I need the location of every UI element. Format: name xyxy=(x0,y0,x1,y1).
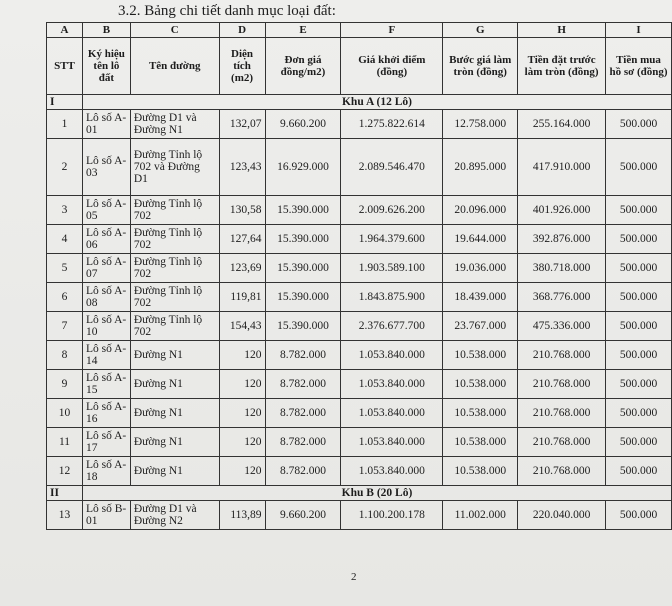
row-road: Đường N1 xyxy=(130,399,219,428)
row-fee: 500.000 xyxy=(606,225,672,254)
row-unit-price: 15.390.000 xyxy=(265,312,341,341)
table-row xyxy=(47,457,672,486)
row-road: Đường Tỉnh lộ 702 xyxy=(130,283,219,312)
row-start-price: 2.009.626.200 xyxy=(341,196,443,225)
row-start-price: 1.053.840.000 xyxy=(341,399,443,428)
row-fee: 500.000 xyxy=(606,399,672,428)
group-row xyxy=(47,95,672,110)
row-area: 123,69 xyxy=(219,254,265,283)
row-unit-price: 15.390.000 xyxy=(265,283,341,312)
row-road: Đường Tỉnh lộ 702 xyxy=(130,196,219,225)
row-unit-price: 8.782.000 xyxy=(265,370,341,399)
header-deposit: Tiền đặt trước làm tròn (đồng) xyxy=(518,38,606,95)
row-fee: 500.000 xyxy=(606,501,672,530)
row-unit-price: 8.782.000 xyxy=(265,399,341,428)
row-deposit: 210.768.000 xyxy=(518,428,606,457)
col-letter: A xyxy=(47,23,83,38)
col-letter: C xyxy=(130,23,219,38)
row-step: 10.538.000 xyxy=(443,428,518,457)
header-stt: STT xyxy=(47,38,83,95)
col-letter: H xyxy=(518,23,606,38)
row-lot: Lô số B-01 xyxy=(82,501,130,530)
group-row xyxy=(47,486,672,501)
row-start-price: 1.275.822.614 xyxy=(341,110,443,139)
row-stt: 12 xyxy=(47,457,83,486)
row-unit-price: 15.390.000 xyxy=(265,254,341,283)
group-name: Khu A (12 Lô) xyxy=(82,95,671,110)
table-row xyxy=(47,225,672,254)
row-lot: Lô số A-15 xyxy=(82,370,130,399)
row-unit-price: 15.390.000 xyxy=(265,225,341,254)
row-deposit: 401.926.000 xyxy=(518,196,606,225)
row-road: Đường Tỉnh lộ 702 xyxy=(130,312,219,341)
row-road: Đường N1 xyxy=(130,370,219,399)
row-start-price: 1.903.589.100 xyxy=(341,254,443,283)
row-fee: 500.000 xyxy=(606,312,672,341)
row-stt: 7 xyxy=(47,312,83,341)
row-step: 23.767.000 xyxy=(443,312,518,341)
page-number: 2 xyxy=(351,571,357,583)
row-step: 18.439.000 xyxy=(443,283,518,312)
row-start-price: 1.053.840.000 xyxy=(341,457,443,486)
table-row xyxy=(47,110,672,139)
row-area: 123,43 xyxy=(219,139,265,196)
row-lot: Lô số A-08 xyxy=(82,283,130,312)
row-lot: Lô số A-17 xyxy=(82,428,130,457)
row-stt: 13 xyxy=(47,501,83,530)
row-stt: 5 xyxy=(47,254,83,283)
row-road: Đường D1 và Đường N1 xyxy=(130,110,219,139)
row-lot: Lô số A-16 xyxy=(82,399,130,428)
row-fee: 500.000 xyxy=(606,196,672,225)
row-fee: 500.000 xyxy=(606,283,672,312)
row-unit-price: 15.390.000 xyxy=(265,196,341,225)
row-area: 120 xyxy=(219,457,265,486)
row-step: 11.002.000 xyxy=(443,501,518,530)
table-row xyxy=(47,196,672,225)
row-area: 120 xyxy=(219,341,265,370)
row-start-price: 1.053.840.000 xyxy=(341,428,443,457)
row-fee: 500.000 xyxy=(606,341,672,370)
row-lot: Lô số A-18 xyxy=(82,457,130,486)
row-deposit: 210.768.000 xyxy=(518,370,606,399)
table-row xyxy=(47,283,672,312)
row-lot: Lô số A-06 xyxy=(82,225,130,254)
row-area: 120 xyxy=(219,370,265,399)
row-start-price: 1.100.200.178 xyxy=(341,501,443,530)
table-row xyxy=(47,501,672,530)
row-unit-price: 8.782.000 xyxy=(265,341,341,370)
column-letter-row xyxy=(47,23,672,38)
table-row xyxy=(47,254,672,283)
row-stt: 4 xyxy=(47,225,83,254)
row-deposit: 210.768.000 xyxy=(518,341,606,370)
row-deposit: 210.768.000 xyxy=(518,399,606,428)
row-step: 10.538.000 xyxy=(443,399,518,428)
col-letter: F xyxy=(341,23,443,38)
row-stt: 2 xyxy=(47,139,83,196)
group-name: Khu B (20 Lô) xyxy=(82,486,671,501)
row-stt: 1 xyxy=(47,110,83,139)
row-step: 10.538.000 xyxy=(443,370,518,399)
row-fee: 500.000 xyxy=(606,139,672,196)
row-step: 19.644.000 xyxy=(443,225,518,254)
row-step: 10.538.000 xyxy=(443,457,518,486)
table-row xyxy=(47,428,672,457)
row-start-price: 1.964.379.600 xyxy=(341,225,443,254)
row-lot: Lô số A-05 xyxy=(82,196,130,225)
row-stt: 8 xyxy=(47,341,83,370)
row-road: Đường D1 và Đường N2 xyxy=(130,501,219,530)
row-step: 20.895.000 xyxy=(443,139,518,196)
row-area: 113,89 xyxy=(219,501,265,530)
table-row xyxy=(47,312,672,341)
row-deposit: 417.910.000 xyxy=(518,139,606,196)
row-start-price: 1.053.840.000 xyxy=(341,341,443,370)
row-start-price: 2.089.546.470 xyxy=(341,139,443,196)
header-lot: Ký hiệu tên lô đất xyxy=(82,38,130,95)
row-deposit: 220.040.000 xyxy=(518,501,606,530)
row-road: Đường Tỉnh lộ 702 và Đường D1 xyxy=(130,139,219,196)
row-unit-price: 8.782.000 xyxy=(265,428,341,457)
row-deposit: 380.718.000 xyxy=(518,254,606,283)
row-unit-price: 16.929.000 xyxy=(265,139,341,196)
row-start-price: 2.376.677.700 xyxy=(341,312,443,341)
header-step: Bước giá làm tròn (đồng) xyxy=(443,38,518,95)
row-road: Đường Tỉnh lộ 702 xyxy=(130,225,219,254)
row-fee: 500.000 xyxy=(606,457,672,486)
row-area: 120 xyxy=(219,428,265,457)
row-area: 119,81 xyxy=(219,283,265,312)
row-fee: 500.000 xyxy=(606,254,672,283)
row-deposit: 475.336.000 xyxy=(518,312,606,341)
col-letter: E xyxy=(265,23,341,38)
row-area: 154,43 xyxy=(219,312,265,341)
row-start-price: 1.053.840.000 xyxy=(341,370,443,399)
row-deposit: 210.768.000 xyxy=(518,457,606,486)
row-unit-price: 8.782.000 xyxy=(265,457,341,486)
row-stt: 6 xyxy=(47,283,83,312)
row-deposit: 255.164.000 xyxy=(518,110,606,139)
row-area: 127,64 xyxy=(219,225,265,254)
row-fee: 500.000 xyxy=(606,110,672,139)
table-row xyxy=(47,370,672,399)
table-row xyxy=(47,139,672,196)
col-letter: D xyxy=(219,23,265,38)
group-id: II xyxy=(47,486,83,501)
row-stt: 10 xyxy=(47,399,83,428)
header-road: Tên đường xyxy=(130,38,219,95)
row-fee: 500.000 xyxy=(606,370,672,399)
land-lot-table xyxy=(46,22,672,530)
row-unit-price: 9.660.200 xyxy=(265,110,341,139)
section-heading: 3.2. Bảng chi tiết danh mục loại đất: xyxy=(118,3,336,19)
table-row xyxy=(47,399,672,428)
row-lot: Lô số A-10 xyxy=(82,312,130,341)
row-area: 130,58 xyxy=(219,196,265,225)
row-lot: Lô số A-07 xyxy=(82,254,130,283)
group-id: I xyxy=(47,95,83,110)
col-letter: I xyxy=(606,23,672,38)
row-lot: Lô số A-03 xyxy=(82,139,130,196)
row-unit-price: 9.660.200 xyxy=(265,501,341,530)
row-lot: Lô số A-01 xyxy=(82,110,130,139)
header-start-price: Giá khởi điểm (đồng) xyxy=(341,38,443,95)
row-stt: 3 xyxy=(47,196,83,225)
row-stt: 9 xyxy=(47,370,83,399)
row-lot: Lô số A-14 xyxy=(82,341,130,370)
col-letter: G xyxy=(443,23,518,38)
row-start-price: 1.843.875.900 xyxy=(341,283,443,312)
row-area: 120 xyxy=(219,399,265,428)
row-deposit: 368.776.000 xyxy=(518,283,606,312)
row-road: Đường N1 xyxy=(130,428,219,457)
row-deposit: 392.876.000 xyxy=(518,225,606,254)
row-fee: 500.000 xyxy=(606,428,672,457)
header-fee: Tiền mua hồ sơ (đồng) xyxy=(606,38,672,95)
row-stt: 11 xyxy=(47,428,83,457)
row-step: 20.096.000 xyxy=(443,196,518,225)
row-road: Đường N1 xyxy=(130,341,219,370)
row-area: 132,07 xyxy=(219,110,265,139)
row-step: 19.036.000 xyxy=(443,254,518,283)
row-road: Đường N1 xyxy=(130,457,219,486)
col-letter: B xyxy=(82,23,130,38)
row-step: 12.758.000 xyxy=(443,110,518,139)
header-area: Diện tích (m2) xyxy=(219,38,265,95)
column-header-row xyxy=(47,38,672,95)
header-unit-price: Đơn giá đồng/m2) xyxy=(265,38,341,95)
row-road: Đường Tỉnh lộ 702 xyxy=(130,254,219,283)
row-step: 10.538.000 xyxy=(443,341,518,370)
table-row xyxy=(47,341,672,370)
